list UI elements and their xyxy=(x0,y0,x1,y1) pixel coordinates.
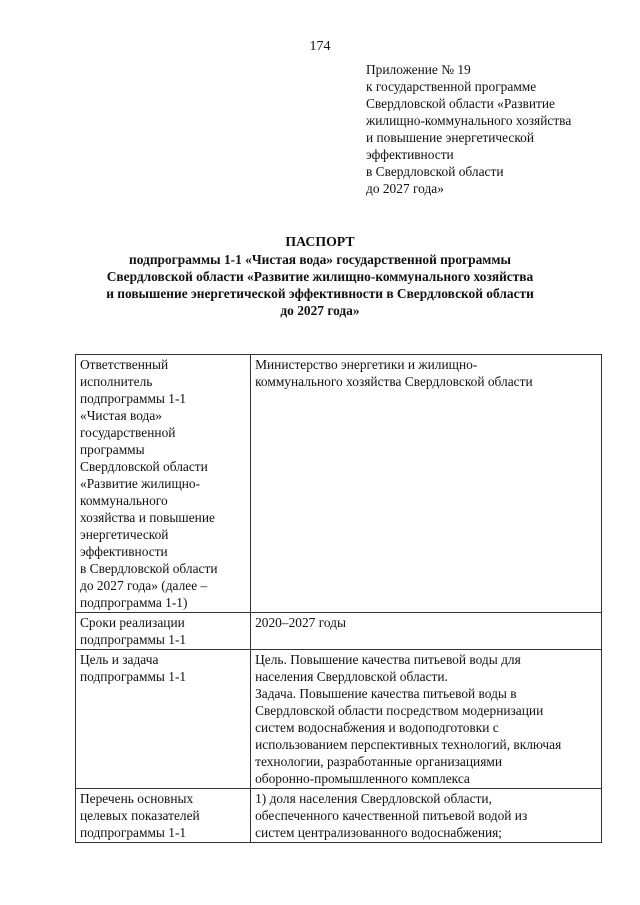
subtitle-line: Свердловской области «Развитие жилищно-коммунального хозяйства xyxy=(106,269,534,284)
cell-line: «Развитие жилищно- xyxy=(80,476,201,491)
cell-line: государственной xyxy=(80,425,176,440)
cell-line: в Свердловской области xyxy=(80,561,218,576)
appendix-note xyxy=(366,61,626,197)
table-row xyxy=(76,613,602,650)
cell-line: технологии, разработанные организациями xyxy=(255,754,502,769)
cell-line: до 2027 года» (далее – xyxy=(80,578,208,593)
cell-line: программы xyxy=(80,442,145,457)
appendix-line: до 2027 года» xyxy=(366,181,444,196)
cell-line: Цель и задача xyxy=(80,652,159,667)
cell-line: населения Свердловской области. xyxy=(255,669,448,684)
passport-table xyxy=(75,354,602,843)
document-title: ПАСПОРТ xyxy=(285,234,355,249)
table-row xyxy=(76,650,602,789)
cell-line: коммунального хозяйства Свердловской области xyxy=(255,374,533,389)
cell-line: обеспеченного качественной питьевой водой из xyxy=(255,808,528,823)
row-label-cell xyxy=(76,650,251,789)
cell-line: хозяйства и повышение xyxy=(80,510,215,525)
appendix-line: в Свердловской области xyxy=(366,164,504,179)
cell-line: Свердловской области посредством модернизации xyxy=(255,703,544,718)
row-value-cell xyxy=(251,789,602,843)
table-row xyxy=(76,789,602,843)
cell-line: исполнитель xyxy=(80,374,153,389)
subtitle-line: до 2027 года» xyxy=(280,303,360,318)
row-label-cell xyxy=(76,789,251,843)
cell-line: систем централизованного водоснабжения; xyxy=(255,825,503,840)
appendix-line: жилищно-коммунального хозяйства xyxy=(366,113,572,128)
appendix-line: Приложение № 19 xyxy=(366,62,471,77)
cell-line: целевых показателей xyxy=(80,808,200,823)
cell-line: использованием перспективных технологий, включая xyxy=(255,737,562,752)
cell-line: 1) доля населения Свердловской области, xyxy=(255,791,492,806)
table-row xyxy=(76,355,602,613)
cell-line: подпрограммы 1-1 xyxy=(80,825,187,840)
row-value-cell xyxy=(251,650,602,789)
cell-line: Министерство энергетики и жилищно- xyxy=(255,357,478,372)
cell-line: Задача. Повышение качества питьевой воды в xyxy=(255,686,517,701)
document-subtitle xyxy=(0,251,640,319)
cell-line: Свердловской области xyxy=(80,459,208,474)
appendix-line: к государственной программе xyxy=(366,79,537,94)
subtitle-line: подпрограммы 1-1 «Чистая вода» государственной программы xyxy=(129,252,511,267)
cell-line: Ответственный xyxy=(80,357,169,372)
row-value-cell xyxy=(251,613,602,650)
cell-line: подпрограммы 1-1 xyxy=(80,391,187,406)
appendix-line: и повышение энергетической xyxy=(366,130,535,145)
cell-line: коммунального xyxy=(80,493,168,508)
subtitle-line: и повышение энергетической эффективности в Свердловской области xyxy=(106,286,534,301)
cell-line: Перечень основных xyxy=(80,791,194,806)
appendix-line: эффективности xyxy=(366,147,454,162)
cell-line: энергетической xyxy=(80,527,169,542)
row-label-cell xyxy=(76,613,251,650)
page-number: 174 xyxy=(309,39,331,54)
cell-line: систем водоснабжения и водоподготовки с xyxy=(255,720,499,735)
cell-line: Сроки реализации xyxy=(80,615,185,630)
cell-line: подпрограммы 1-1 xyxy=(80,632,187,647)
cell-line: оборонно-промышленного комплекса xyxy=(255,771,470,786)
cell-line: подпрограммы 1-1 xyxy=(80,669,187,684)
row-value-cell xyxy=(251,355,602,613)
row-label-cell xyxy=(76,355,251,613)
cell-line: подпрограмма 1-1) xyxy=(80,595,188,610)
cell-line: «Чистая вода» xyxy=(80,408,162,423)
appendix-line: Свердловской области «Развитие xyxy=(366,96,555,111)
cell-line: эффективности xyxy=(80,544,168,559)
cell-line: 2020–2027 годы xyxy=(255,615,346,630)
cell-line: Цель. Повышение качества питьевой воды для xyxy=(255,652,521,667)
